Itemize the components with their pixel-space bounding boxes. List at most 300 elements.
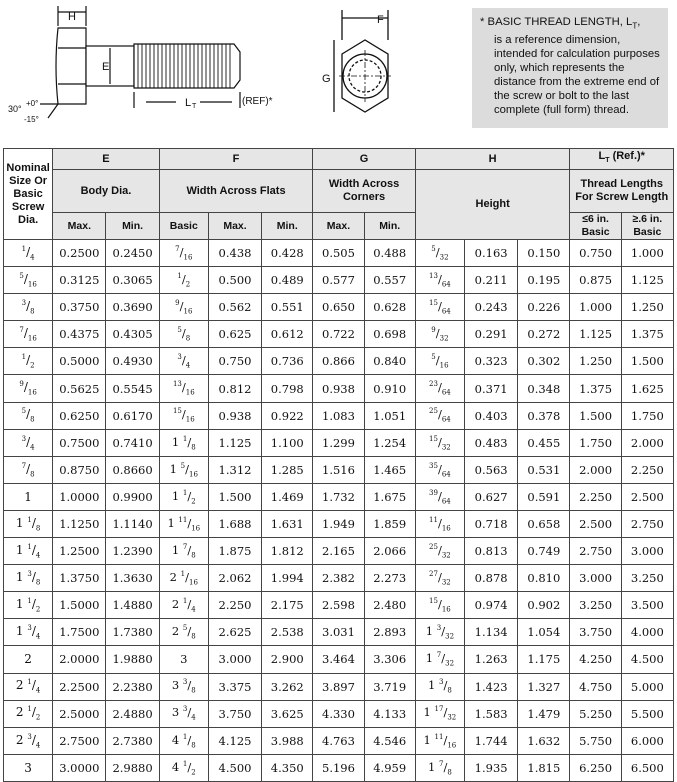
- cell-lt-long: 4.500: [621, 646, 673, 673]
- table-row: [4, 727, 674, 754]
- cell-e-max: 0.6250: [53, 402, 106, 429]
- cell-h-basic: $^{11}/_{16}$: [415, 510, 464, 537]
- cell-h-max: 1.744: [465, 727, 518, 754]
- cell-g-min: 1.465: [364, 456, 415, 483]
- cell-g-max: 0.866: [313, 348, 364, 375]
- cell-h-basic: $^{35}/_{64}$: [415, 456, 464, 483]
- cell-h-min: 1.175: [518, 646, 570, 673]
- cell-f-max: 0.812: [208, 375, 261, 402]
- cell-f-max: 0.625: [208, 321, 261, 348]
- cell-e-min: 1.1140: [106, 510, 159, 537]
- table-row: [4, 456, 674, 483]
- cell-g-max: 2.598: [313, 592, 364, 619]
- cell-h-basic: 1 $^{17}/_{32}$: [415, 700, 464, 727]
- cell-f-max: 1.688: [208, 510, 261, 537]
- subheader-g-max: Max.: [313, 213, 364, 240]
- cell-h-basic: $^{15}/_{16}$: [415, 592, 464, 619]
- cell-h-min: 0.302: [518, 348, 570, 375]
- cell-h-basic: $^{23}/_{64}$: [415, 375, 464, 402]
- cell-g-min: 0.628: [364, 294, 415, 321]
- cell-lt-short: 1.750: [570, 429, 621, 456]
- cell-g-max: 1.949: [313, 510, 364, 537]
- cell-f-max: 2.062: [208, 565, 261, 592]
- cell-g-max: 4.763: [313, 727, 364, 754]
- note-body: is a reference dimension, intended for calculation purposes only, which represents the distance from the extreme end of the screw or bolt to the last complete (full form) thread.: [494, 34, 660, 117]
- cell-e-min: 0.4305: [106, 321, 159, 348]
- cell-dia: $^7/_8$: [4, 456, 53, 483]
- cell-g-min: 2.893: [364, 619, 415, 646]
- cell-f-max: 1.125: [208, 429, 261, 456]
- cell-dia: $^5/_8$: [4, 402, 53, 429]
- table-row: [4, 619, 674, 646]
- cell-h-min: 0.658: [518, 510, 570, 537]
- cell-e-min: 1.9880: [106, 646, 159, 673]
- cell-e-max: 0.4375: [53, 321, 106, 348]
- table-row: [4, 321, 674, 348]
- cell-h-min: 1.815: [518, 754, 570, 781]
- cell-lt-long: 3.500: [621, 592, 673, 619]
- cell-lt-short: 5.250: [570, 700, 621, 727]
- cell-lt-short: 3.250: [570, 592, 621, 619]
- cell-h-max: 1.263: [465, 646, 518, 673]
- table-row: [4, 348, 674, 375]
- cell-f-min: 4.350: [262, 754, 313, 781]
- cell-lt-short: 2.250: [570, 483, 621, 510]
- cell-g-min: 1.254: [364, 429, 415, 456]
- cell-f-min: 3.988: [262, 727, 313, 754]
- cell-g-min: 2.066: [364, 538, 415, 565]
- cell-f-basic: 4 $^1/_8$: [159, 727, 208, 754]
- cell-e-min: 0.9900: [106, 483, 159, 510]
- cell-e-min: 2.7380: [106, 727, 159, 754]
- cell-dia: 2: [4, 646, 53, 673]
- header-h-desc: Height: [415, 170, 570, 240]
- cell-lt-long: 1.250: [621, 294, 673, 321]
- subheader-lt-short: [570, 213, 621, 240]
- cell-g-min: 0.910: [364, 375, 415, 402]
- cell-f-max: 1.875: [208, 538, 261, 565]
- subheader-f-basic: Basic: [159, 213, 208, 240]
- cell-e-min: 2.2380: [106, 673, 159, 700]
- cell-g-min: 1.051: [364, 402, 415, 429]
- header-f: F: [159, 149, 313, 170]
- figure-label-lt-sub: T: [192, 103, 197, 110]
- cell-lt-long: 4.000: [621, 619, 673, 646]
- note-first-sub: T: [632, 21, 638, 31]
- cell-h-min: 1.054: [518, 619, 570, 646]
- cell-h-basic: $^{25}/_{32}$: [415, 538, 464, 565]
- header-lt-sub: T: [605, 157, 610, 165]
- table-row: [4, 267, 674, 294]
- cell-h-max: 0.627: [465, 483, 518, 510]
- cell-e-min: 0.3690: [106, 294, 159, 321]
- cell-h-min: 1.479: [518, 700, 570, 727]
- header-lt-letter: L: [598, 150, 606, 163]
- cell-h-basic: $^{39}/_{64}$: [415, 483, 464, 510]
- cell-f-basic: $^{13}/_{16}$: [159, 375, 208, 402]
- cell-e-min: 0.7410: [106, 429, 159, 456]
- cell-f-min: 0.612: [262, 321, 313, 348]
- cell-f-basic: 3 $^3/_4$: [159, 700, 208, 727]
- cell-f-max: 0.500: [208, 267, 261, 294]
- cell-lt-short: 5.750: [570, 727, 621, 754]
- header-h: H: [415, 149, 570, 170]
- cell-f-basic: 1 $^1/_8$: [159, 429, 208, 456]
- cell-e-min: 1.7380: [106, 619, 159, 646]
- cell-h-max: 1.423: [465, 673, 518, 700]
- figure-label-tol-plus: +0°: [26, 99, 39, 108]
- cell-lt-long: 2.250: [621, 456, 673, 483]
- cell-g-min: 3.719: [364, 673, 415, 700]
- cell-h-min: 0.531: [518, 456, 570, 483]
- cell-g-max: 1.732: [313, 483, 364, 510]
- cell-lt-short: 3.750: [570, 619, 621, 646]
- cell-dia: 1 $^1/_8$: [4, 510, 53, 537]
- cell-f-min: 0.489: [262, 267, 313, 294]
- cell-g-max: 1.083: [313, 402, 364, 429]
- figure-label-f: F: [377, 14, 384, 26]
- cell-f-min: 1.631: [262, 510, 313, 537]
- cell-lt-short: 2.000: [570, 456, 621, 483]
- cell-h-basic: $^{25}/_{64}$: [415, 402, 464, 429]
- table-row: [4, 240, 674, 267]
- cell-e-min: 1.3630: [106, 565, 159, 592]
- cell-lt-short: 4.750: [570, 673, 621, 700]
- cell-g-max: 0.577: [313, 267, 364, 294]
- cell-e-min: 0.8660: [106, 456, 159, 483]
- table-row: [4, 294, 674, 321]
- cell-f-min: 2.900: [262, 646, 313, 673]
- cell-lt-long: 2.500: [621, 483, 673, 510]
- cell-lt-short: 2.750: [570, 538, 621, 565]
- cell-h-min: 0.150: [518, 240, 570, 267]
- cell-h-basic: $^5/_{16}$: [415, 348, 464, 375]
- cell-h-max: 0.563: [465, 456, 518, 483]
- cell-h-min: 0.226: [518, 294, 570, 321]
- cell-f-basic: $^9/_{16}$: [159, 294, 208, 321]
- cell-h-min: 0.195: [518, 267, 570, 294]
- cell-h-min: 0.455: [518, 429, 570, 456]
- cell-g-max: 1.516: [313, 456, 364, 483]
- cell-h-basic: 1 $^3/_{32}$: [415, 619, 464, 646]
- cell-f-basic: $^{15}/_{16}$: [159, 402, 208, 429]
- cell-lt-long: 1.125: [621, 267, 673, 294]
- cell-f-min: 0.798: [262, 375, 313, 402]
- cell-e-max: 1.0000: [53, 483, 106, 510]
- cell-h-basic: 1 $^{11}/_{16}$: [415, 727, 464, 754]
- header-g: G: [313, 149, 415, 170]
- figure-label-tol-minus: -15°: [24, 115, 39, 124]
- cell-e-max: 0.5625: [53, 375, 106, 402]
- cell-f-basic: 1 $^5/_{16}$: [159, 456, 208, 483]
- cell-e-max: 1.7500: [53, 619, 106, 646]
- cell-g-min: 1.675: [364, 483, 415, 510]
- cell-h-basic: $^{27}/_{32}$: [415, 565, 464, 592]
- cell-f-max: 2.625: [208, 619, 261, 646]
- cell-g-max: 5.196: [313, 754, 364, 781]
- table-row: [4, 510, 674, 537]
- cell-dia: 2 $^1/_2$: [4, 700, 53, 727]
- cell-g-max: 3.464: [313, 646, 364, 673]
- subheader-g-min: Min.: [364, 213, 415, 240]
- cell-f-min: 1.100: [262, 429, 313, 456]
- cell-f-basic: 3: [159, 646, 208, 673]
- cell-g-min: 4.959: [364, 754, 415, 781]
- cell-f-max: 2.250: [208, 592, 261, 619]
- cell-g-max: 2.165: [313, 538, 364, 565]
- cell-e-min: 1.4880: [106, 592, 159, 619]
- cell-e-max: 2.2500: [53, 673, 106, 700]
- cell-dia: 1: [4, 483, 53, 510]
- cell-f-basic: 1 $^{11}/_{16}$: [159, 510, 208, 537]
- cell-lt-long: 6.500: [621, 754, 673, 781]
- cell-f-max: 1.500: [208, 483, 261, 510]
- cell-e-max: 0.2500: [53, 240, 106, 267]
- header-lt-tail: (Ref.)*: [609, 150, 645, 163]
- cell-f-max: 0.938: [208, 402, 261, 429]
- cell-h-min: 1.327: [518, 673, 570, 700]
- cell-g-min: 0.557: [364, 267, 415, 294]
- table-row: [4, 429, 674, 456]
- figure-label-angle: 30°: [8, 104, 22, 114]
- cell-dia: 2 $^1/_4$: [4, 673, 53, 700]
- cell-e-min: 0.3065: [106, 267, 159, 294]
- cell-f-basic: 2 $^5/_8$: [159, 619, 208, 646]
- cell-dia: $^1/_4$: [4, 240, 53, 267]
- cell-f-min: 1.469: [262, 483, 313, 510]
- cell-lt-short: 0.750: [570, 240, 621, 267]
- cell-f-max: 4.125: [208, 727, 261, 754]
- cell-lt-long: 1.625: [621, 375, 673, 402]
- cell-f-basic: $^7/_{16}$: [159, 240, 208, 267]
- cell-e-max: 0.3125: [53, 267, 106, 294]
- cell-dia: $^1/_2$: [4, 348, 53, 375]
- figure-label-h: H: [68, 11, 76, 23]
- cell-h-min: 0.378: [518, 402, 570, 429]
- cell-e-max: 0.3750: [53, 294, 106, 321]
- cell-f-max: 0.562: [208, 294, 261, 321]
- cell-dia: $^7/_{16}$: [4, 321, 53, 348]
- cell-h-basic: $^{13}/_{64}$: [415, 267, 464, 294]
- cell-e-min: 1.2390: [106, 538, 159, 565]
- subheader-lt-short-label: ≤6 in.: [582, 213, 609, 225]
- cell-lt-short: 3.000: [570, 565, 621, 592]
- cell-h-max: 0.878: [465, 565, 518, 592]
- cell-g-min: 0.840: [364, 348, 415, 375]
- table-row: [4, 538, 674, 565]
- cell-dia: 1 $^3/_8$: [4, 565, 53, 592]
- cell-dia: 1 $^1/_4$: [4, 538, 53, 565]
- cell-h-max: 0.403: [465, 402, 518, 429]
- cell-g-min: 0.698: [364, 321, 415, 348]
- figure-label-ref: (REF)*: [242, 96, 273, 107]
- cell-f-basic: 1 $^7/_8$: [159, 538, 208, 565]
- header-e-desc: Body Dia.: [53, 170, 159, 213]
- subheader-lt-long-label: ≥.6 in.: [632, 213, 663, 225]
- cell-h-max: 1.935: [465, 754, 518, 781]
- cell-h-min: 0.810: [518, 565, 570, 592]
- cell-f-max: 3.375: [208, 673, 261, 700]
- cell-h-max: 0.291: [465, 321, 518, 348]
- cell-f-basic: $^5/_8$: [159, 321, 208, 348]
- cell-e-max: 2.5000: [53, 700, 106, 727]
- cell-lt-long: 1.500: [621, 348, 673, 375]
- cell-h-min: 1.632: [518, 727, 570, 754]
- cell-f-basic: 2 $^1/_4$: [159, 592, 208, 619]
- cell-g-max: 3.031: [313, 619, 364, 646]
- cell-f-min: 3.262: [262, 673, 313, 700]
- table-row: [4, 402, 674, 429]
- cell-g-min: 3.306: [364, 646, 415, 673]
- cell-lt-long: 2.750: [621, 510, 673, 537]
- cell-f-min: 1.285: [262, 456, 313, 483]
- cell-e-max: 0.7500: [53, 429, 106, 456]
- cell-h-basic: 1 $^7/_8$: [415, 754, 464, 781]
- subheader-lt-long-basic: Basic: [633, 226, 662, 238]
- cell-lt-short: 1.250: [570, 348, 621, 375]
- cell-lt-short: 6.250: [570, 754, 621, 781]
- cell-e-max: 1.1250: [53, 510, 106, 537]
- cell-g-max: 1.299: [313, 429, 364, 456]
- cell-f-basic: 3 $^3/_8$: [159, 673, 208, 700]
- cell-h-min: 0.591: [518, 483, 570, 510]
- table-header: [4, 149, 674, 240]
- cell-f-basic: 4 $^1/_2$: [159, 754, 208, 781]
- cell-e-min: 0.6170: [106, 402, 159, 429]
- cell-h-basic: 1 $^3/_8$: [415, 673, 464, 700]
- cell-f-basic: $^3/_4$: [159, 348, 208, 375]
- cell-e-min: 0.4930: [106, 348, 159, 375]
- cell-lt-long: 6.000: [621, 727, 673, 754]
- note-first-text: * BASIC THREAD LENGTH, L: [480, 16, 633, 28]
- cell-e-min: 0.5545: [106, 375, 159, 402]
- cell-lt-short: 4.250: [570, 646, 621, 673]
- cell-dia: 1 $^1/_2$: [4, 592, 53, 619]
- cell-dia: $^5/_{16}$: [4, 267, 53, 294]
- cell-dia: 3: [4, 754, 53, 781]
- cell-h-basic: $^9/_{32}$: [415, 321, 464, 348]
- cell-h-min: 0.272: [518, 321, 570, 348]
- cell-g-max: 0.650: [313, 294, 364, 321]
- header-f-desc: Width Across Flats: [159, 170, 313, 213]
- table-row: [4, 700, 674, 727]
- cell-dia: $^3/_8$: [4, 294, 53, 321]
- cell-e-max: 2.0000: [53, 646, 106, 673]
- table-row: [4, 754, 674, 781]
- cell-lt-short: 0.875: [570, 267, 621, 294]
- cell-e-min: 2.9880: [106, 754, 159, 781]
- figure-label-g: G: [322, 73, 331, 85]
- hex-bolt-dimension-table: [3, 148, 674, 782]
- cell-h-basic: 1 $^7/_{32}$: [415, 646, 464, 673]
- cell-g-max: 0.938: [313, 375, 364, 402]
- cell-g-min: 1.859: [364, 510, 415, 537]
- table-row: [4, 673, 674, 700]
- cell-h-max: 1.583: [465, 700, 518, 727]
- header-nominal-size: Nominal Size Or Basic Screw Dia.: [4, 149, 53, 240]
- header-g-desc: Width Across Corners: [313, 170, 415, 213]
- table-row: [4, 646, 674, 673]
- cell-f-min: 0.428: [262, 240, 313, 267]
- cell-f-min: 0.736: [262, 348, 313, 375]
- cell-g-max: 0.505: [313, 240, 364, 267]
- cell-f-min: 3.625: [262, 700, 313, 727]
- cell-lt-long: 3.000: [621, 538, 673, 565]
- cell-lt-short: 1.125: [570, 321, 621, 348]
- cell-f-min: 1.812: [262, 538, 313, 565]
- cell-lt-long: 5.000: [621, 673, 673, 700]
- cell-e-max: 1.5000: [53, 592, 106, 619]
- cell-h-max: 0.813: [465, 538, 518, 565]
- cell-g-min: 2.273: [364, 565, 415, 592]
- cell-lt-long: 1.000: [621, 240, 673, 267]
- table-body: [4, 240, 674, 782]
- cell-e-max: 1.3750: [53, 565, 106, 592]
- cell-lt-long: 3.250: [621, 565, 673, 592]
- cell-dia: 1 $^3/_4$: [4, 619, 53, 646]
- cell-f-max: 3.000: [208, 646, 261, 673]
- table-row: [4, 483, 674, 510]
- cell-f-min: 1.994: [262, 565, 313, 592]
- subheader-lt-short-basic: Basic: [581, 226, 610, 238]
- cell-lt-short: 1.500: [570, 402, 621, 429]
- header-lt-desc: Thread Lengths For Screw Length: [570, 170, 674, 213]
- cell-f-min: 0.551: [262, 294, 313, 321]
- cell-dia: 2 $^3/_4$: [4, 727, 53, 754]
- cell-h-max: 0.163: [465, 240, 518, 267]
- subheader-f-max: Max.: [208, 213, 261, 240]
- thread-length-note: [472, 8, 668, 128]
- cell-e-min: 0.2450: [106, 240, 159, 267]
- cell-h-max: 0.718: [465, 510, 518, 537]
- cell-h-max: 0.483: [465, 429, 518, 456]
- figure-label-e: E: [102, 61, 110, 73]
- figure-label-lt: L: [185, 97, 192, 109]
- cell-lt-short: 1.375: [570, 375, 621, 402]
- cell-dia: $^3/_4$: [4, 429, 53, 456]
- cell-g-min: 4.133: [364, 700, 415, 727]
- cell-h-max: 0.323: [465, 348, 518, 375]
- header-e: E: [53, 149, 159, 170]
- cell-e-max: 0.8750: [53, 456, 106, 483]
- cell-e-max: 2.7500: [53, 727, 106, 754]
- cell-h-basic: $^{15}/_{32}$: [415, 429, 464, 456]
- cell-g-min: 2.480: [364, 592, 415, 619]
- cell-f-basic: 2 $^1/_{16}$: [159, 565, 208, 592]
- cell-lt-short: 2.500: [570, 510, 621, 537]
- cell-f-max: 0.438: [208, 240, 261, 267]
- cell-f-min: 0.922: [262, 402, 313, 429]
- cell-f-basic: 1 $^1/_2$: [159, 483, 208, 510]
- subheader-e-max: Max.: [53, 213, 106, 240]
- cell-h-basic: $^{15}/_{64}$: [415, 294, 464, 321]
- cell-e-max: 1.2500: [53, 538, 106, 565]
- cell-h-min: 0.348: [518, 375, 570, 402]
- cell-e-min: 2.4880: [106, 700, 159, 727]
- header-lt: [570, 149, 674, 170]
- table-row: [4, 565, 674, 592]
- note-first-line: [480, 15, 662, 33]
- table-row: [4, 375, 674, 402]
- cell-f-max: 3.750: [208, 700, 261, 727]
- cell-h-max: 0.243: [465, 294, 518, 321]
- cell-g-max: 2.382: [313, 565, 364, 592]
- cell-f-basic: $^1/_2$: [159, 267, 208, 294]
- cell-lt-long: 1.375: [621, 321, 673, 348]
- cell-h-max: 0.974: [465, 592, 518, 619]
- cell-f-max: 1.312: [208, 456, 261, 483]
- cell-lt-long: 5.500: [621, 700, 673, 727]
